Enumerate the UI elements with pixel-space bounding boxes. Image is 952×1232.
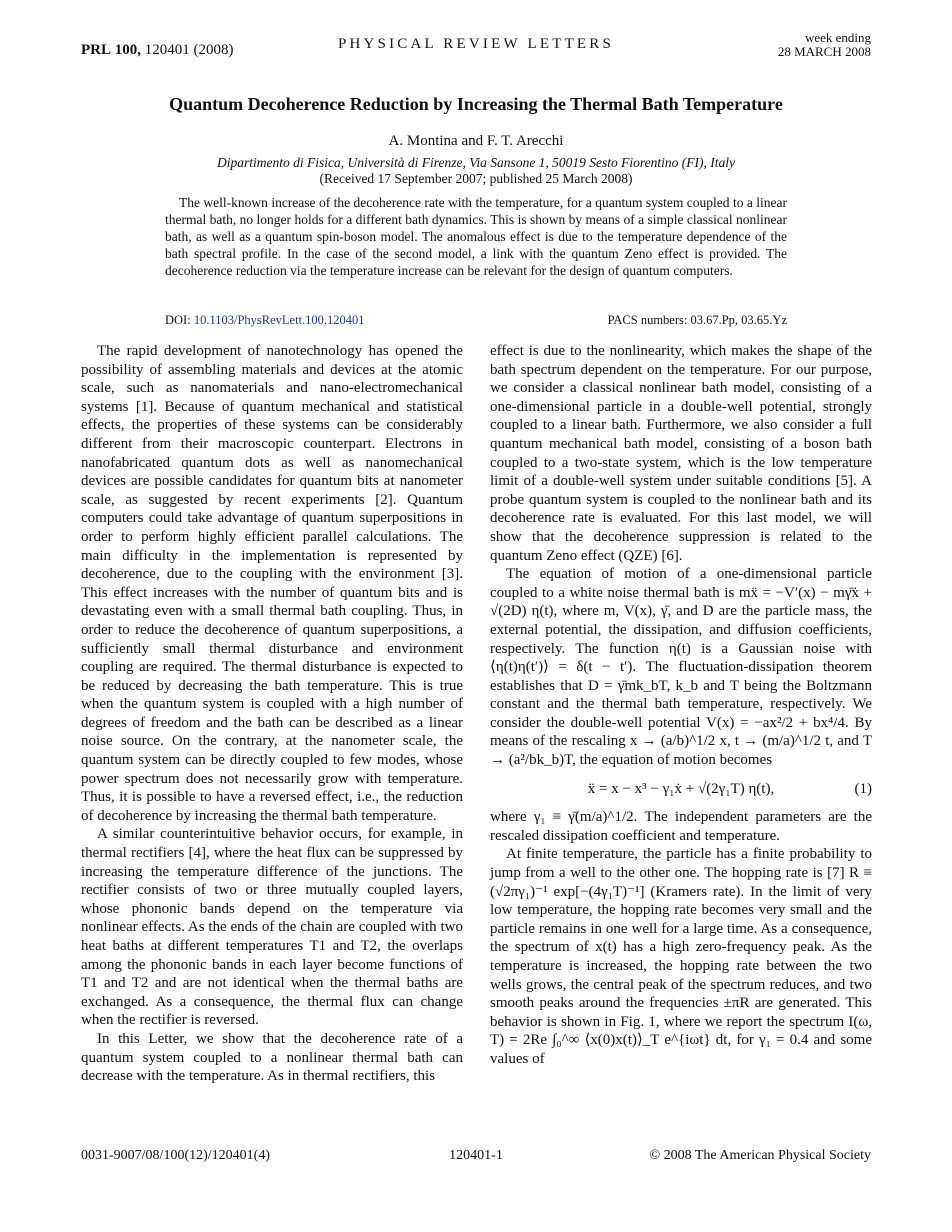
footer-issn: 0031-9007/08/100(12)/120401(4) — [81, 1148, 270, 1163]
equation-body: ẍ = x − x³ − γ₁ẋ + √(2γ₁T) η(t), — [587, 780, 775, 797]
pacs-numbers: PACS numbers: 03.67.Pp, 03.65.Yz — [607, 313, 787, 327]
affiliation: Dipartimento di Fisica, Università di Firenze, Via Sansone 1, 50019 Sesto Fiorentino (FI), Italy — [216, 155, 736, 170]
paragraph: At finite temperature, the particle has a finite probability to jump from a well to the other one. The hopping rate is [7] R ≡ (√2πγ₁)⁻¹ exp[−(4γ₁T)⁻¹] (Kramers rate). In the limit of very low temperature, the hopping rate becomes very small and the particle remains in one well for a large time. As a consequence, the spectrum of x(t) has a high zero-frequency peak. As the temperature is increased, the hopping rate between the two wells grows, the central peak of the spectrum reduces, and two smooth peaks around the frequencies ±πR are generated. This behavior is shown in Fig. 1, where we report the spectrum I(ω, T) = 2Re ∫₀^∞ ⟨x(0)x(t)⟩_T e^{iωt} dt, for γ₁ = 0.4 and some values of — [490, 846, 872, 1067]
doi-line — [165, 313, 365, 328]
journal-volume: 100, — [114, 42, 141, 58]
authors: A. Montina and F. T. Arecchi — [388, 133, 564, 149]
paragraph: The equation of motion of a one-dimensional particle coupled to a white noise thermal bath is mẍ = −V′(x) − mγ̄ẋ + √(2D) η(t), where m, V(x), γ̄, and D are the particle mass, the external potential, the dissipation, and diffusion coefficients, respectively. The function η(t) is a Gaussian noise with ⟨η(t)η(t′)⟩ = δ(t − t′). The fluctuation-dissipation theorem establishes that D = γ̄mk_bT, k_b and T being the Boltzmann constant and the thermal bath temperature, respectively. We consider the double-well potential V(x) = −ax²/2 + bx⁴/4. By means of the rescaling x → (a/b)^1/2 x, t → (m/a)^1/2 t, and T → (a²/bk_b)T, the equation of motion becomes — [490, 566, 872, 769]
paragraph: A similar counterintuitive behavior occurs, for example, in thermal rectifiers [4], where the heat flux can be suppressed by increasing the temperature difference of the junctions. The rectifier consists of two or three mutually coupled layers, whose phononic bands depend on the temperature via nonlinear effects. As the ends of the chain are coupled with two heat baths at different temperatures T1 and T2, the overlaps among the phononic bands in each layer become functions of T1 and T2 and are not identical when the thermal baths are exchanged. As a consequence, the thermal flux can change when the rectifier is reversed. — [81, 826, 463, 1029]
doi-label: DOI: — [165, 313, 191, 327]
article-id: 120401 (2008) — [144, 42, 234, 58]
paragraph: where γ₁ ≡ γ̄(m/a)^1/2. The independent parameters are the rescaled dissipation coefficient and temperature. — [490, 809, 872, 844]
header-date — [778, 31, 871, 59]
abstract — [165, 194, 787, 279]
right-column — [490, 342, 872, 1069]
footer-page-number: 120401-1 — [449, 1148, 503, 1163]
week-ending-label: week ending — [804, 30, 871, 45]
left-column — [81, 342, 463, 1086]
paragraph: effect is due to the nonlinearity, which makes the shape of the bath spectrum dependent on the temperature. For our purpose, we consider a classical nonlinear bath model, consisting of a one-dimensional particle in a double-well potential, strongly coupled to a linear bath. Furthermore, we also consider a full quantum mechanical bath model, consisting of a boson bath coupled to a two-state system, which is the low temperature limit of a double-well system under suitable conditions [5]. A probe quantum system is coupled to the nonlinear bath and its decoherence rate is evaluated. For this last model, we will show that the decoherence suppression is related to the quantum Zeno effect (QZE) [6]. — [490, 343, 872, 564]
paper-title: Quantum Decoherence Reduction by Increasing the Thermal Bath Temperature — [169, 94, 783, 114]
paragraph: In this Letter, we show that the decoherence rate of a quantum system coupled to a nonlinear thermal bath can decrease with the temperature. As in thermal rectifiers, this — [81, 1030, 463, 1085]
received-date: (Received 17 September 2007; published 25 March 2008) — [319, 171, 633, 186]
equation-number: (1) — [854, 780, 872, 797]
abstract-text: The well-known increase of the decoherence rate with the temperature, for a quantum system coupled to a linear thermal bath, no longer holds for a different bath dynamics. This is shown by means of a simple classical nonlinear bath, as well as a quantum spin-boson model. The anomalous effect is due to the temperature dependence of the bath spectral profile. In the case of the second model, a link with the quantum Zeno effect is provided. The decoherence reduction via the temperature increase can be relevant for the design of quantum computers. — [165, 195, 787, 278]
equation-1 — [490, 780, 872, 799]
doi-link[interactable]: 10.1103/PhysRevLett.100.120401 — [193, 313, 365, 327]
issue-date: 28 MARCH 2008 — [777, 44, 871, 59]
paragraph: The rapid development of nanotechnology has opened the possibility of assembling materials and devices at the atomic scale, such as nanomaterials and nano-electromechanical systems [1]. Because of quantum mechanical and statistical effects, the properties of these systems can be considerably different from their macroscopic counterpart. Electrons in nanofabricated quantum dots as well as nanomechanical devices are possible candidates for quantum bits at nanometer scale, as suggested by recent experiments [2]. Quantum computers could take advantage of quantum superpositions in order to perform highly efficient parallel calculations. The main difficulty in the implementation is represented by decoherence, due to the coupling with the environment [3]. This effect increases with the number of quantum bits and is devastating even with a small thermal bath coupling. Thus, in order to reduce the decoherence of quantum superpositions, a sufficiently small thermal disturbance and environment coupling are required. The thermal disturbance is expected to be reduced by decreasing the bath temperature. This is true when the quantum system is coupled with a high number of degrees of freedom and the bath can be described as a linear noise source. On the contrary, at the nanometer scale, the quantum system can be directly coupled to few modes, whose power spectrum does not necessarily grow with temperature. Thus, it is possible to have a reversed effect, i.e., the reduction of decoherence by increasing the thermal bath temperature. — [81, 343, 463, 824]
running-title: PHYSICAL REVIEW LETTERS — [337, 36, 615, 52]
footer-copyright: © 2008 The American Physical Society — [649, 1148, 871, 1163]
journal-name: PRL — [81, 42, 111, 58]
